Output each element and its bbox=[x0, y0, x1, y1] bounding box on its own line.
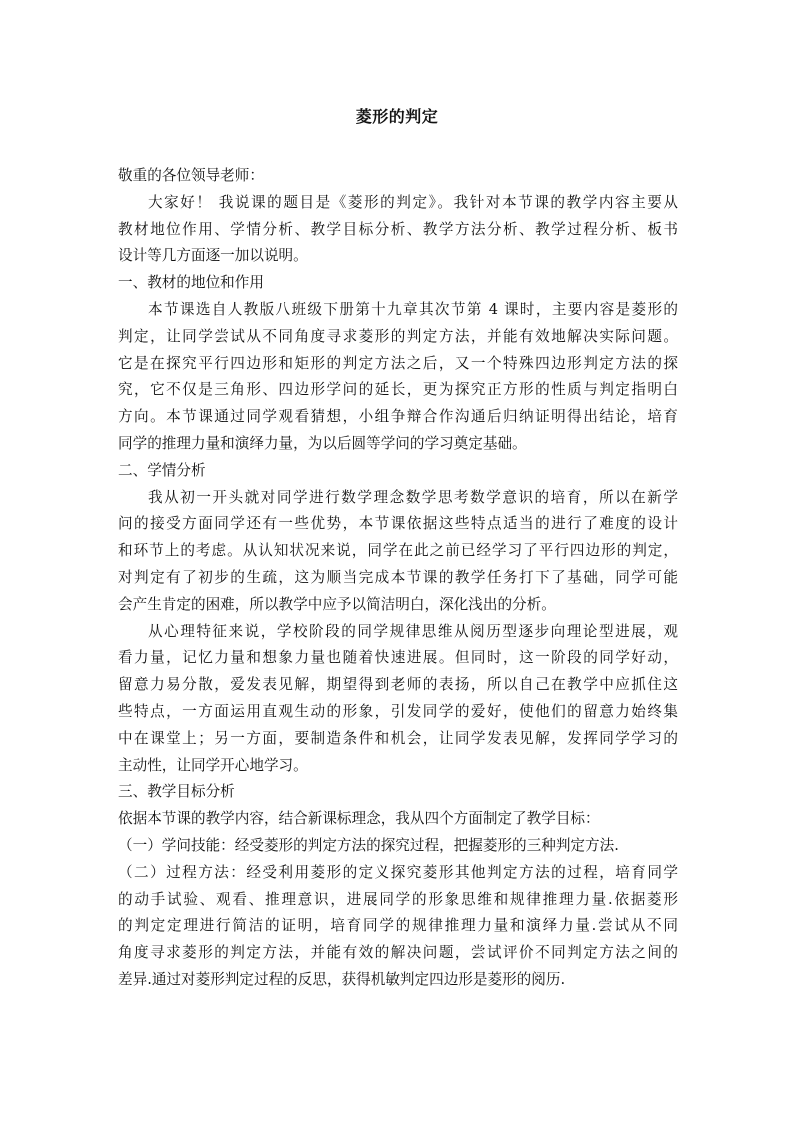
text-line: 二、学情分析 bbox=[118, 461, 206, 479]
text-line: 问的接受方面同学还有一些优势，本节课依据这些特点适当的进行了难度的设计 bbox=[118, 515, 678, 533]
text-line: 方向。本节课通过同学观看猜想，小组争辩合作沟通后归纳证明得出结论，培育 bbox=[118, 408, 678, 426]
text-line: 教材地位作用、学情分析、教学目标分析、教学方法分析、教学过程分析、板书 bbox=[118, 220, 678, 238]
text-line: 看力量，记忆力量和想象力量也随着快速进展。但同时，这一阶段的同学好动， bbox=[118, 649, 678, 667]
text-line: 究，它不仅是三角形、四边形学问的延长，更为探究正方形的性质与判定指明白 bbox=[118, 381, 678, 399]
document-title: 菱形的判定 bbox=[355, 107, 439, 126]
text-line: 一、教材的地位和作用 bbox=[118, 274, 264, 292]
text-line: 我从初一开头就对同学进行数学理念数学思考数学意识的培育，所以在新学 bbox=[148, 488, 678, 506]
text-line: 从心理特征来说，学校阶段的同学规律思维从阅历型逐步向理论型进展，观 bbox=[148, 622, 678, 640]
text-line: 主动性，让同学开心地学习。 bbox=[118, 756, 308, 774]
text-line: 同学的推理力量和演绎力量，为以后圆等学问的学习奠定基础。 bbox=[118, 434, 527, 452]
document-body bbox=[118, 163, 678, 994]
text-line: 依据本节课的教学内容，结合新课标理念，我从四个方面制定了教学目标： bbox=[118, 810, 600, 828]
text-line: （一）学问技能：经受菱形的判定方法的探究过程，把握菱形的三种判定方法. bbox=[118, 836, 619, 854]
text-line: 的判定定理进行简洁的证明，培育同学的规律推理力量和演绎力量.尝试从不同 bbox=[118, 917, 678, 935]
text-line: 判定，让同学尝试从不同角度寻求菱形的判定方法，并能有效地解决实际问题。 bbox=[118, 327, 678, 345]
text-line: 中在课堂上；另一方面，要制造条件和机会，让同学发表见解，发挥同学学习的 bbox=[118, 729, 678, 747]
text-line: 对判定有了初步的生疏，这为顺当完成本节课的教学任务打下了基础，同学可能 bbox=[118, 568, 678, 586]
text-line: 角度寻求菱形的判定方法，并能有效的解决问题，尝试评价不同判定方法之间的 bbox=[118, 944, 678, 962]
text-line: 留意力易分散，爱发表见解，期望得到老师的表扬，所以自己在教学中应抓住这 bbox=[118, 676, 678, 694]
text-line: 和环节上的考虑。从认知状况来说，同学在此之前已经学习了平行四边形的判定， bbox=[118, 542, 678, 560]
text-line: 的动手试验、观看、推理意识，进展同学的形象思维和规律推理力量.依据菱形 bbox=[118, 890, 678, 908]
text-line: 敬重的各位领导老师： bbox=[118, 167, 264, 184]
text-line: 些特点，一方面运用直观生动的形象，引发同学的爱好，使他们的留意力始终集 bbox=[118, 702, 678, 720]
text-line: 三、教学目标分析 bbox=[118, 783, 235, 801]
text-line: 会产生肯定的困难，所以教学中应予以简洁明白，深化浅出的分析。 bbox=[118, 595, 556, 613]
text-line: 大家好！ 我说课的题目是《菱形的判定》。我针对本节课的教学内容主要从 bbox=[148, 193, 678, 211]
text-line: 设计等几方面逐一加以说明。 bbox=[118, 247, 308, 265]
text-line: 本节课选自人教版八班级下册第十九章其次节第 4 课时，主要内容是菱形的 bbox=[148, 300, 678, 318]
text-line: （二）过程方法：经受利用菱形的定义探究菱形其他判定方法的过程，培育同学 bbox=[118, 863, 678, 881]
text-line: 它是在探究平行四边形和矩形的判定方法之后，又一个特殊四边形判定方法的探 bbox=[118, 354, 678, 372]
text-line: 差异.通过对菱形判定过程的反思，获得机敏判定四边形是菱形的阅历. bbox=[118, 970, 566, 988]
